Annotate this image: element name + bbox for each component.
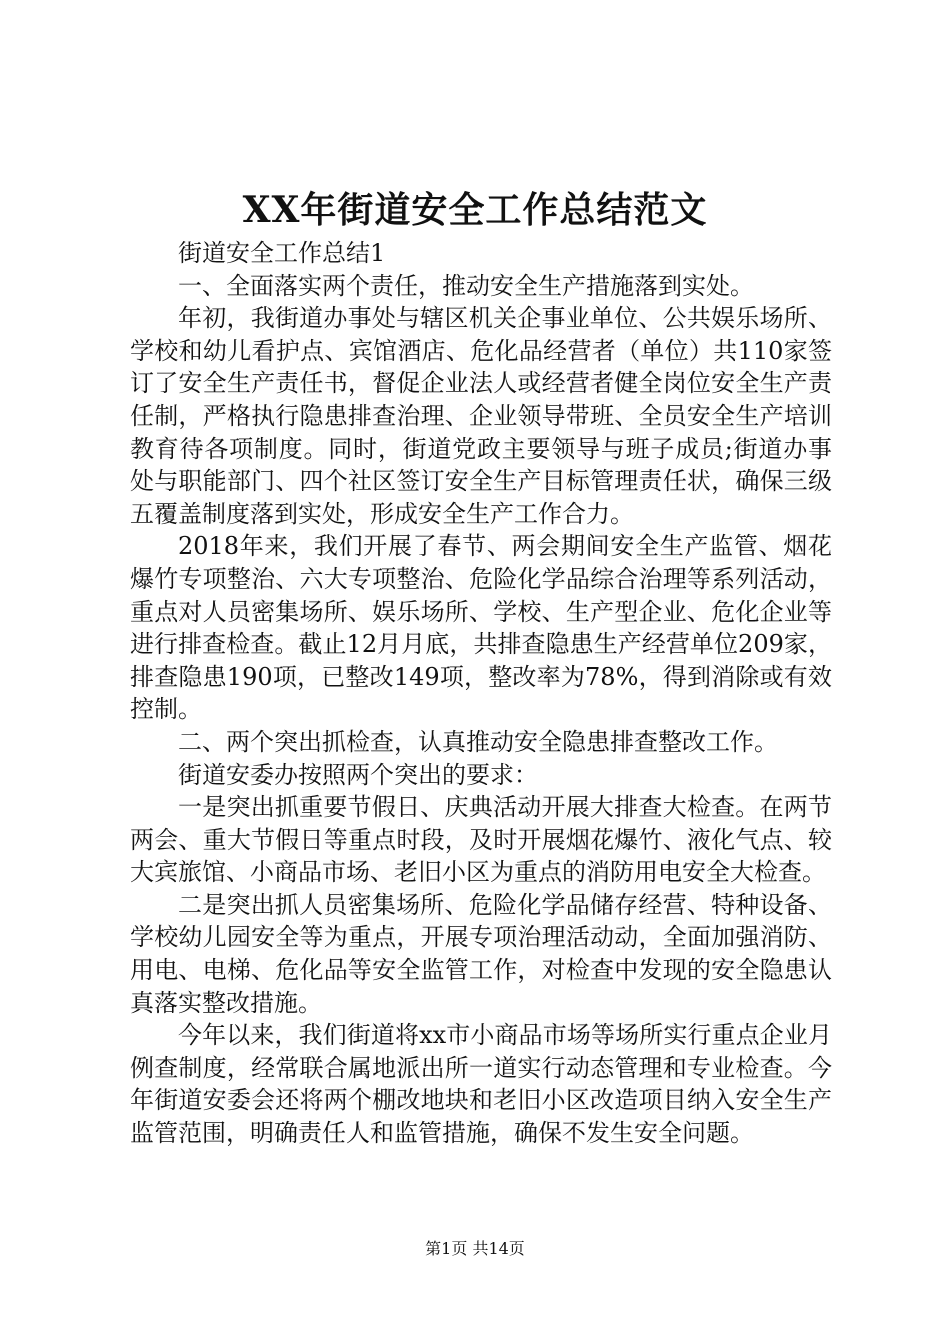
paragraph: 二、两个突出抓检查，认真推动安全隐患排查整改工作。 xyxy=(178,727,778,756)
page-number: 第1页 共14页 xyxy=(425,1239,525,1258)
paragraph: 街道安全工作总结1 xyxy=(178,239,386,267)
paragraph: 一、全面落实两个责任，推动安全生产措施落到实处。 xyxy=(178,271,754,300)
document-body xyxy=(130,237,832,1150)
document-title: XX年街道安全工作总结范文 xyxy=(242,189,708,231)
paragraph: 一是突出抓重要节假日、庆典活动开展大排查大检查。在两节两会、重大节假日等重点时段，及时开展烟花爆竹、液化气点、较大宾旅馆、小商品市场、老旧小区为重点的消防用电安全大检查。 xyxy=(130,793,832,887)
paragraph: 今年以来，我们街道将xx市小商品市场等场所实行重点企业月例查制度，经常联合属地派出所一道实行动态管理和专业检查。今年街道安委会还将两个棚改地块和老旧小区改造项目纳入安全生产监管范围，明确责任人和监管措施，确保不发生安全问题。 xyxy=(130,1021,832,1148)
paragraph: 年初，我街道办事处与辖区机关企事业单位、公共娱乐场所、学校和幼儿看护点、宾馆酒店、危化品经营者（单位）共110家签订了安全生产责任书，督促企业法人或经营者健全岗位安全生产责任制，严格执行隐患排查治理、企业领导带班、全员安全生产培训教育待各项制度。同时，街道党政主要领导与班子成员;街道办事处与职能部门、四个社区签订安全生产目标管理责任状，确保三级五覆盖制度落到实处，形成安全生产工作合力。 xyxy=(130,304,832,528)
paragraph: 二是突出抓人员密集场所、危险化学品储存经营、特种设备、学校幼儿园安全等为重点，开展专项治理活动动，全面加强消防、用电、电梯、危化品等安全监管工作，对检查中发现的安全隐患认真落实整改措施。 xyxy=(130,890,832,1017)
paragraph: 街道安委办按照两个突出的要求： xyxy=(178,760,538,789)
paragraph: 2018年来，我们开展了春节、两会期间安全生产监管、烟花爆竹专项整治、六大专项整治、危险化学品综合治理等系列活动，重点对人员密集场所、娱乐场所、学校、生产型企业、危化企业等进行排查检查。截止12月月底，共排查隐患生产经营单位209家，排查隐患190项，已整改149项，整改率为78%，得到消除或有效控制。 xyxy=(130,532,832,724)
